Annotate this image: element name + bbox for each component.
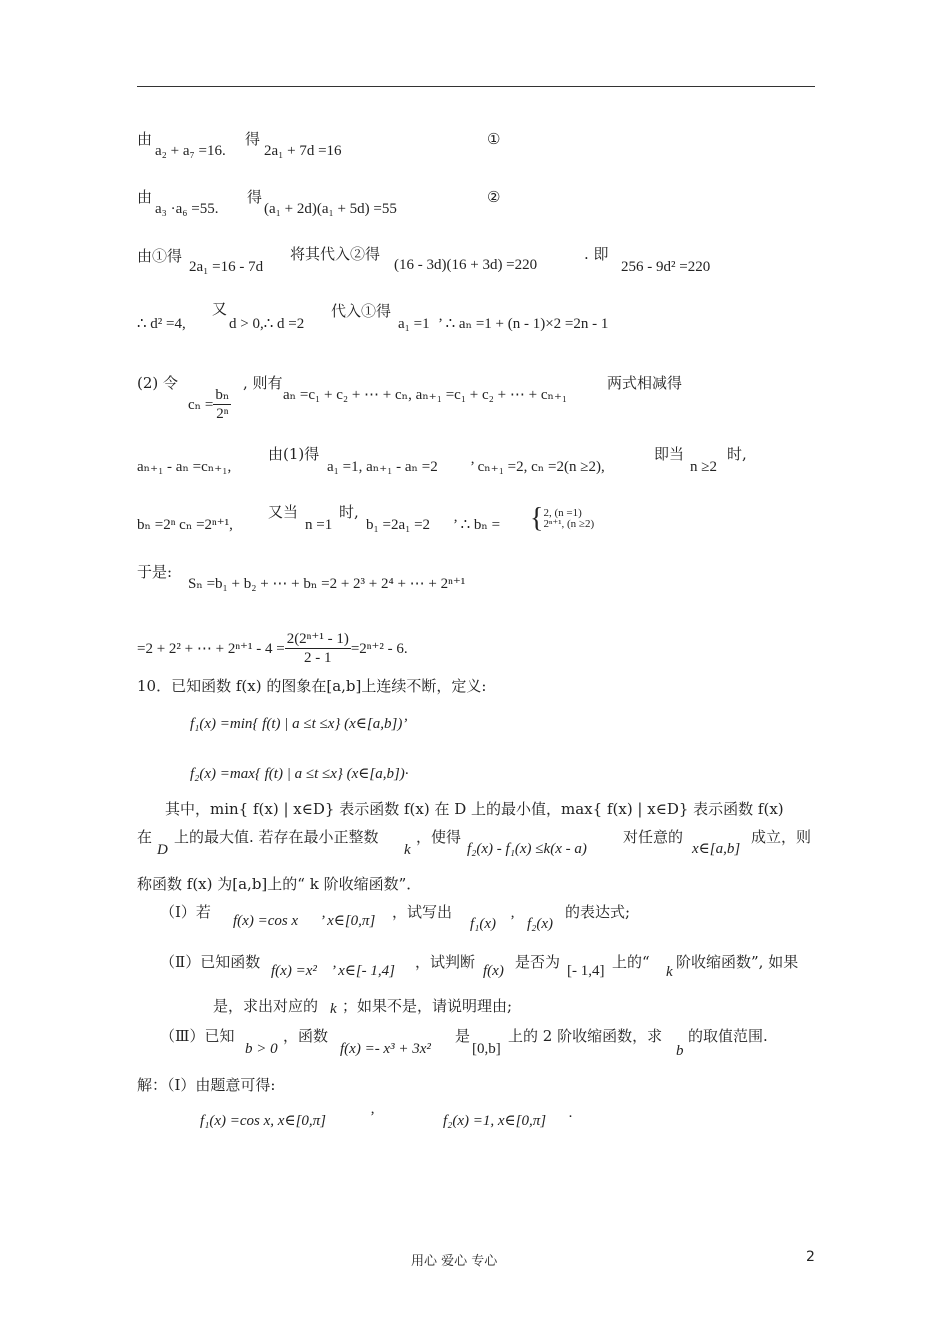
text-find-k: 是，求出对应的: [213, 997, 319, 1015]
text-de-1: 得: [245, 130, 261, 148]
problem-10-statement: 10．已知函数 f(x) 的图象在[a,b]上连续不断，定义:: [137, 677, 487, 695]
text-judge: ，试判断: [415, 953, 476, 971]
text-substitute-one: 代入①得: [331, 302, 392, 320]
text-k-contraction: 称函数 f(x) 为[a,b]上的“ k 阶收缩函数”．: [137, 875, 422, 893]
equation-a3-a6: a₃ ·a₆ =55.: [155, 201, 219, 217]
mark-comma: ’: [510, 913, 515, 929]
equation-256: 256 - 9d² =220: [621, 259, 711, 275]
text-thus: 于是:: [137, 563, 173, 581]
symbol-f1: f₁(x): [470, 916, 497, 932]
text-when: 即当: [654, 445, 685, 463]
symbol-k: k: [404, 842, 411, 858]
text-subtract: 两式相减得: [607, 374, 683, 392]
text-zai: 在: [137, 828, 153, 846]
text-holds: 成立，则: [751, 828, 812, 846]
equation-2a1-7d: 2a₁ + 7d =16: [264, 143, 342, 159]
circled-one: ①: [487, 130, 501, 148]
definition-f2: f₂(x) =max{ f(t) | a ≤t ≤x} (x∈[a,b])·: [190, 766, 409, 782]
equation-sum-result: [137, 630, 408, 667]
text-for-any: 对任意的: [623, 828, 684, 846]
text-expressions: 的表达式;: [565, 903, 631, 921]
equation-d-2: d > 0,∴ d =2: [229, 316, 305, 332]
text-also-when: 又当: [268, 503, 299, 521]
text-from-one: 由①得: [137, 247, 183, 265]
text-solution-part-I: 解：（Ⅰ）由题意可得:: [137, 1076, 276, 1094]
interval-0-b: [0,b]: [472, 1041, 501, 1057]
left-brace-icon: {: [530, 503, 544, 534]
symbol-k-3: k: [330, 1001, 337, 1017]
equation-d-squared: ∴ d² =4,: [137, 316, 186, 332]
header-rule: [137, 86, 815, 87]
piecewise-cases: [530, 503, 595, 534]
equation-an: ’ ∴ aₙ =1 + (n - 1)×2 =2n - 1: [438, 316, 609, 332]
text-you-again: 又: [212, 300, 228, 318]
fraction-denominator: 2ⁿ: [216, 406, 229, 422]
mark-comma-2: ’: [370, 1109, 375, 1125]
symbol-f2: f₂(x): [527, 916, 554, 932]
solution-f2: f₂(x) =1, x∈[0,π]: [443, 1113, 547, 1129]
equation-sums: aₙ =c₁ + c₂ + ⋯ + cₙ, aₙ₊₁ =c₁ + c₂ + ⋯ + cₙ₊₁: [283, 387, 568, 403]
text-whether: 是否为: [515, 953, 561, 971]
equation-cn-lhs: cₙ =: [188, 396, 214, 413]
equation-2a1: 2a₁ =16 - 7d: [189, 259, 264, 275]
text-min-max-explanation: 其中，min{ f(x) | x∈D} 表示函数 f(x) 在 D 上的最小值，max{ f(x) | x∈D} 表示函数 f(x): [165, 800, 784, 818]
equation-16-3d: (16 - 3d)(16 + 3d) =220: [394, 257, 538, 273]
equation-product: (a₁ + 2d)(a₁ + 5d) =55: [264, 201, 397, 217]
symbol-D: D: [157, 842, 168, 858]
text-then: , 则有: [243, 374, 283, 392]
text-substitute: 将其代入②得: [290, 245, 381, 263]
definition-f1: f₁(x) =min{ f(t) | a ≤t ≤x} (x∈[a,b])’: [190, 716, 408, 732]
equation-sum-rhs: =2ⁿ⁺² - 6.: [350, 640, 408, 657]
text-if-so: 阶收缩函数”, 如果: [676, 953, 799, 971]
fraction-numerator-2: 2(2ⁿ⁺¹ - 1): [286, 631, 349, 647]
domain-neg1-4: ’ x∈[- 1,4]: [331, 963, 396, 979]
inequality-f2-f1: f₂(x) - f₁(x) ≤k(x - a): [467, 841, 587, 857]
mark-dot: ·: [568, 1109, 573, 1125]
fraction-denominator-2: 2 - 1: [304, 650, 332, 666]
equation-cos: f(x) =cos x: [233, 913, 299, 929]
domain-x-ab: x∈[a,b]: [692, 841, 741, 857]
text-part-III: （Ⅲ）已知: [160, 1027, 235, 1045]
fraction-geometric: [285, 630, 351, 667]
condition-b-gt-0: b > 0: [245, 1041, 278, 1057]
text-such-that: ，使得: [416, 828, 462, 846]
equation-diff: aₙ₊₁ - aₙ =cₙ₊₁,: [137, 459, 232, 475]
text-you-1: 由: [137, 130, 153, 148]
text-shi: 时,: [727, 445, 747, 463]
equation-b1: b₁ =2a₁ =2: [366, 517, 431, 533]
text-range: 的取值范围.: [688, 1027, 768, 1045]
symbol-b: b: [676, 1043, 684, 1059]
case-list: [543, 508, 594, 530]
text-from-part1: 由(1)得: [268, 445, 320, 463]
equation-cubic: f(x) =- x³ + 3x²: [340, 1041, 431, 1057]
equation-cn1: ’ cₙ₊₁ =2, cₙ =2(n ≥2),: [470, 459, 605, 475]
symbol-fx: f(x): [483, 963, 504, 979]
text-function: ，函数: [283, 1027, 329, 1045]
text-write-out: ，试写出: [392, 903, 453, 921]
text-de-2: 得: [247, 188, 263, 206]
fraction-numerator: bₙ: [215, 387, 230, 403]
text-on-quote: 上的“: [612, 953, 650, 971]
circled-two: ②: [487, 188, 501, 206]
interval-neg1-4: [- 1,4]: [567, 963, 605, 979]
equation-a1-1: a₁ =1: [398, 316, 430, 332]
solution-f1: f₁(x) =cos x, x∈[0,π]: [200, 1113, 327, 1129]
text-explain: ；如果不是，请说明理由;: [342, 997, 513, 1015]
text-shi-2: 时,: [339, 503, 359, 521]
text-2nd-order: 上的 2 阶收缩函数，求: [508, 1027, 663, 1045]
symbol-k-2: k: [666, 964, 673, 980]
equation-n-ge-2: n ≥2: [690, 459, 717, 475]
text-max-value: 上的最大值. 若存在最小正整数: [174, 828, 379, 846]
equation-sum-lhs: =2 + 2² + ⋯ + 2ⁿ⁺¹ - 4 =: [137, 640, 285, 657]
equation-cn: [188, 386, 231, 423]
text-is: 是: [455, 1027, 471, 1045]
equation-sn: Sₙ =b₁ + b₂ + ⋯ + bₙ =2 + 2³ + 2⁴ + ⋯ + 2ⁿ⁺¹: [188, 576, 466, 592]
domain-0-pi: ’ x∈[0,π]: [320, 913, 376, 929]
equation-a2-a7: a₂ + a₇ =16.: [155, 143, 226, 159]
case-2: 2ⁿ⁺¹, (n ≥2): [543, 518, 595, 530]
equation-a1-diff: a₁ =1, aₙ₊₁ - aₙ =2: [327, 459, 438, 475]
text-ji: . 即: [584, 245, 609, 263]
text-part-I: （Ⅰ）若: [160, 903, 211, 921]
text-part-II: （Ⅱ）已知函数: [160, 953, 261, 971]
case-1: 2, (n =1): [543, 507, 582, 519]
text-part2-let: (2) 令: [137, 374, 179, 392]
text-you-2: 由: [137, 188, 153, 206]
equation-x-squared: f(x) =x²: [271, 963, 317, 979]
equation-bn: bₙ =2ⁿ cₙ =2ⁿ⁺¹,: [137, 517, 233, 533]
equation-bn-piecewise-lhs: ’ ∴ bₙ =: [453, 517, 501, 533]
footer-motto: 用心 爱心 专心: [411, 1254, 498, 1269]
page-number: 2: [806, 1249, 815, 1265]
fraction-bn-2n: [213, 386, 231, 423]
equation-n-1: n =1: [305, 517, 333, 533]
